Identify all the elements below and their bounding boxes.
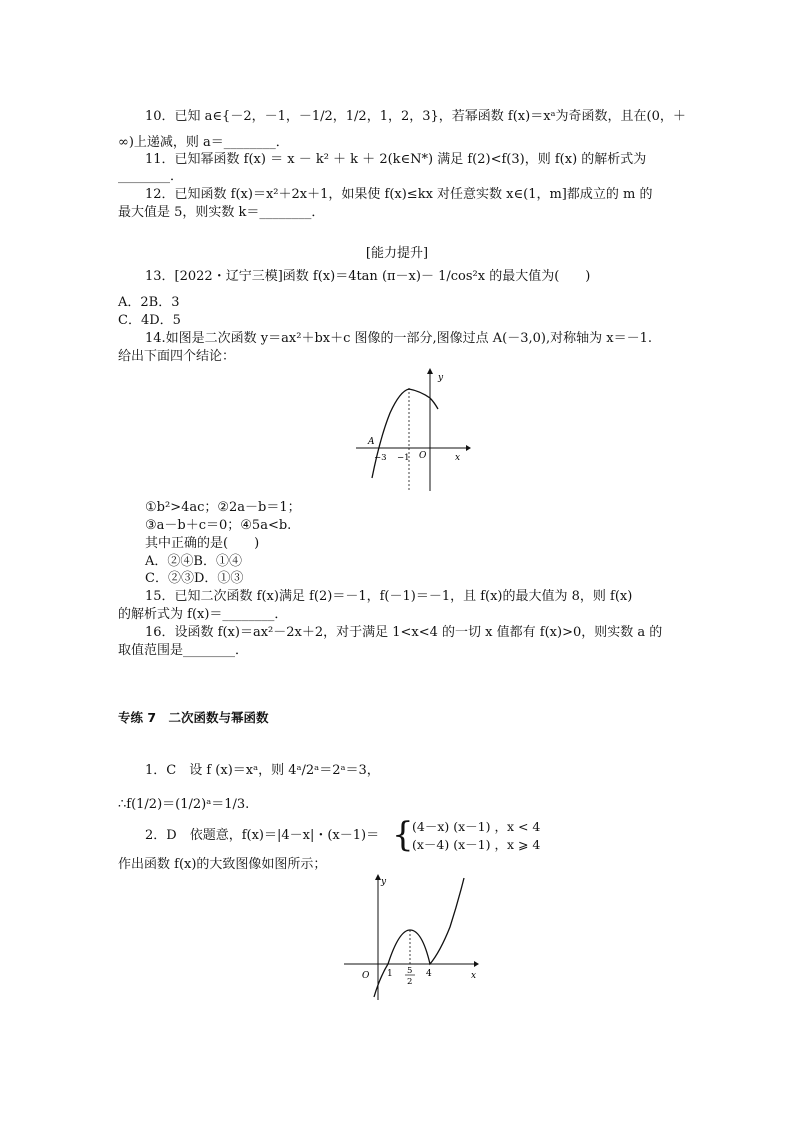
q14-y-label: y <box>438 373 444 383</box>
answer2-tick-2: 2 <box>407 977 413 987</box>
answer2-tick-4: 4 <box>426 969 432 979</box>
q11-line2: ________． <box>118 169 184 184</box>
q16-line1: 16．设函数 f(x)＝ax²－2x＋2，对于满足 1<x<4 的一切 x 值都有 f(x)>0，则实数 a 的 <box>145 625 663 640</box>
answer2-case1: (4－x) (x－1) ，x < 4 <box>412 819 541 834</box>
piecewise-brace: { <box>392 815 414 855</box>
q14-point-a-label: A <box>368 437 375 447</box>
q14-options-ab: A．②④B．①④ <box>145 554 242 569</box>
q16-line2: 取值范围是________． <box>118 643 249 658</box>
q14-conclusions-2: ③a－b＋c＝0；④5a<b. <box>145 518 292 533</box>
q10-line2: ∞)上递减，则 a＝________． <box>118 135 289 150</box>
q15-line2: 的解析式为 f(x)＝________． <box>118 607 288 622</box>
section-heading: [能力提升] <box>365 246 429 261</box>
q14-origin-label: O <box>419 451 427 461</box>
q12-line2: 最大值是 5，则实数 k＝________． <box>118 205 325 220</box>
answer2-line1: 2．D 依题意，f(x)＝|4－x|・(x－1)＝ <box>145 828 380 843</box>
q13-options-cd: C．4D．5 <box>118 313 181 328</box>
answer2-tick-1: 1 <box>387 969 393 979</box>
q14-parabola-graph <box>352 366 472 494</box>
answer2-x-label: x <box>471 971 477 981</box>
q14-x-label: x <box>455 453 461 463</box>
answer2-origin-label: O <box>362 971 370 981</box>
answer1-line1: 1．C 设 f (x)＝xᵃ，则 4ᵃ/2ᵃ＝2ᵃ＝3， <box>145 763 380 778</box>
q15-line1: 15．已知二次函数 f(x)满足 f(2)＝－1，f(－1)＝－1，且 f(x)的最大值为 8，则 f(x) <box>145 589 633 604</box>
q14-neg1-label: −1 <box>397 453 410 463</box>
q14-ask: 其中正确的是( ) <box>145 536 260 551</box>
q10-line1: 10．已知 a∈{－2，－1，－1/2，1/2，1，2，3}，若幂函数 f(x)＝xᵃ为奇函数，且在(0，＋ <box>145 109 686 124</box>
answer1-line2: ∴f(1/2)＝(1/2)ᵃ＝1/3. <box>118 797 250 812</box>
q14-line2: 给出下面四个结论： <box>118 349 236 364</box>
answer2-case2: (x－4) (x－1) ，x ⩾ 4 <box>412 837 541 852</box>
q13-options-ab: A．2B．3 <box>118 295 180 310</box>
q12-line1: 12．已知函数 f(x)＝x²＋2x＋1，如果使 f(x)≤kx 对任意实数 x∈(1，m]都成立的 m 的 <box>145 187 653 202</box>
answer2-function-graph <box>340 872 485 1002</box>
q11-line1: 11．已知幂函数 f(x) ＝ x － k² ＋ k ＋ 2(k∈N*) 满足 f(2)<f(3)，则 f(x) 的解析式为 <box>145 152 647 167</box>
answer2-y-label: y <box>381 877 387 887</box>
answer-section-heading: 专练 7 二次函数与幂函数 <box>118 710 269 725</box>
answer2-tick-5: 5 <box>407 966 413 976</box>
answer2-line2: 作出函数 f(x)的大致图像如图所示； <box>118 857 327 872</box>
q14-conclusions-1: ①b²>4ac；②2a－b＝1； <box>145 500 301 515</box>
q13-stem: 13．[2022・辽宁三模]函数 f(x)＝4tan (π－x)－ 1/cos²x 的最大值为( ) <box>145 269 591 284</box>
q14-line1: 14.如图是二次函数 y＝ax²＋bx＋c 图像的一部分,图像过点 A(－3,0),对称轴为 x＝－1. <box>145 331 652 346</box>
q14-options-cd: C．②③D．①③ <box>145 571 244 586</box>
q14-neg3-label: −3 <box>374 453 387 463</box>
